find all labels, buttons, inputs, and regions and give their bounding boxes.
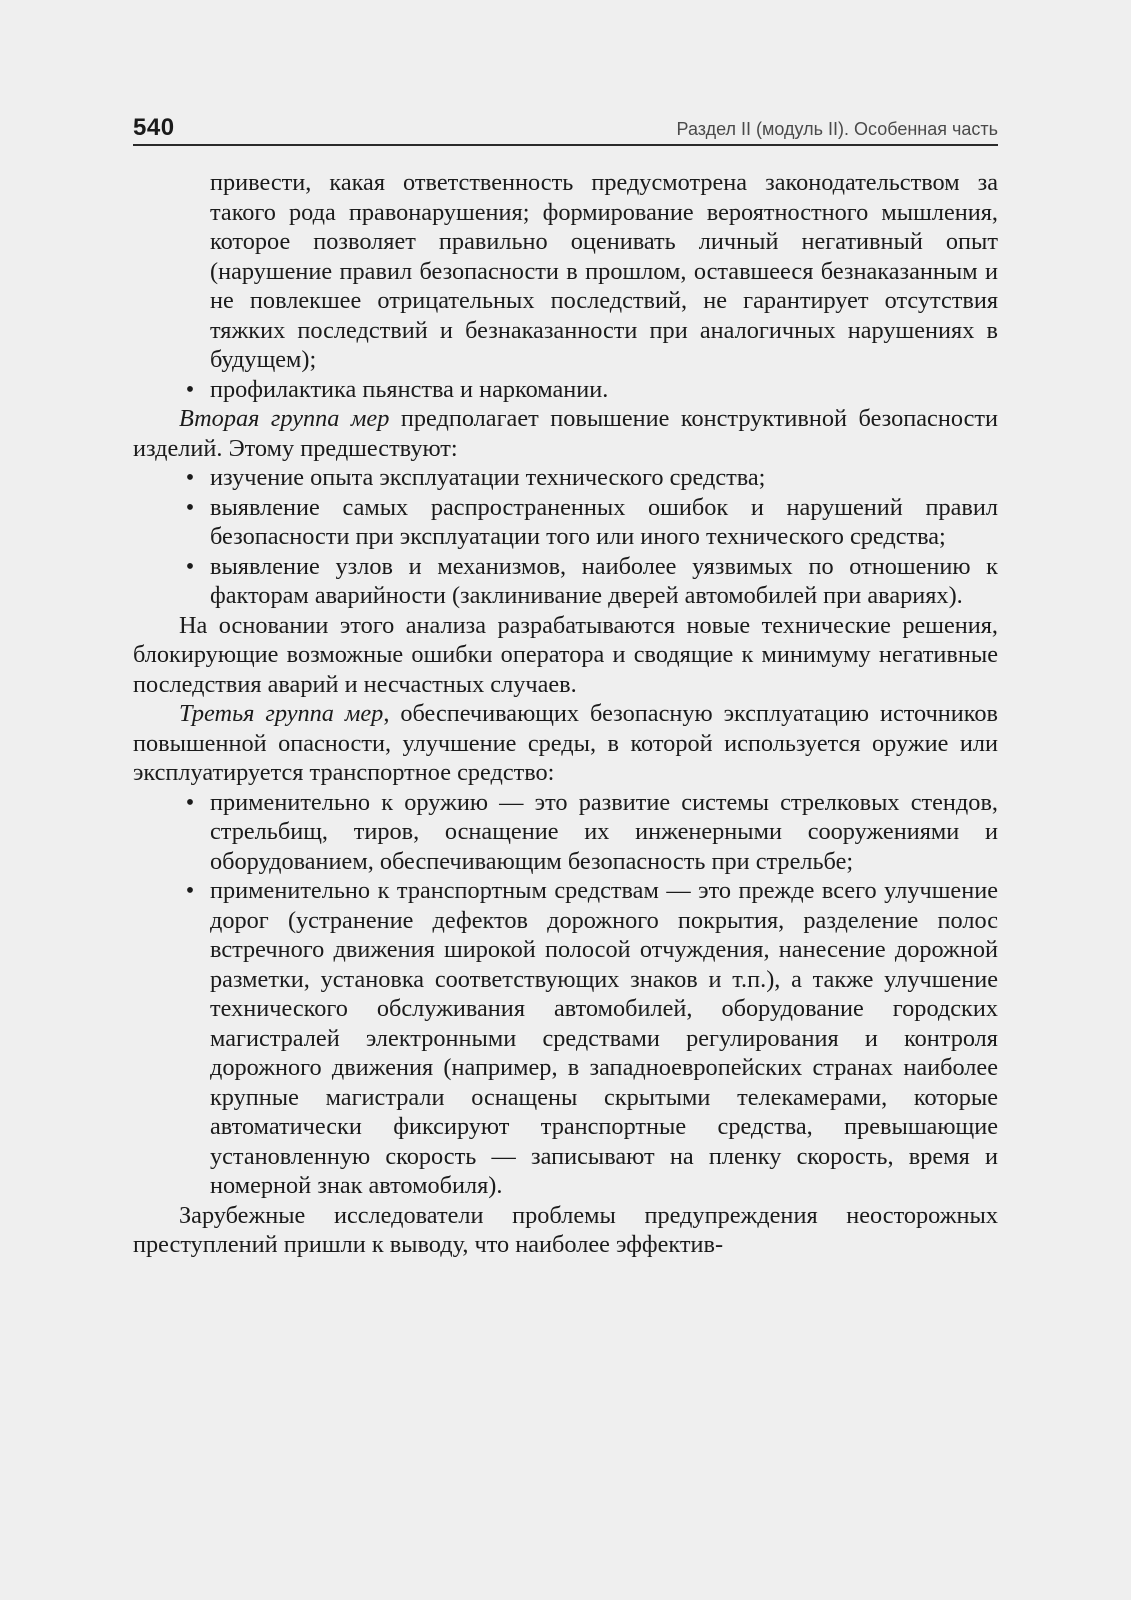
list-item-text: выявление узлов и механизмов, наиболее уязвимых по отношению к факторам аварийности (заклинивание дверей автомобилей при авариях). [210, 552, 998, 609]
bullet-icon: • [185, 493, 195, 521]
list-item [185, 375, 998, 405]
list-item-text: изучение опыта эксплуатации технического средства; [210, 464, 766, 491]
bullet-icon: • [185, 375, 195, 403]
page-header [133, 110, 998, 146]
list-item [185, 463, 998, 493]
page-number: 540 [133, 114, 175, 141]
paragraph-second-group [133, 404, 998, 463]
list-item-text: применительно к транспортным средствам — это прежде всего улучшение дорог (устранение дефектов дорожного покрытия, разделение полос встречного движения широкой полосой отчуждения, нанесение дорожной разметки, установка соответствующих знаков и т.п.), а также улучшение технического обслуживания автомобилей, оборудование городских магистралей электронными средствами регулирования и контроля дорожного движения (например, в западноевропейских странах наиболее крупные магистрали оснащены скрытыми телекамерами, которые автоматически фиксируют транспортные средства, превышающие установленную скорость — записывают на пленку скорость, время и номерной знак автомобиля). [210, 877, 998, 1199]
list-item-text: выявление самых распространенных ошибок и нарушений правил безопасности при эксплуатации того или иного технического средства; [210, 493, 998, 550]
bullet-icon: • [185, 552, 195, 580]
list-item [185, 876, 998, 1201]
list-item-text: профилактика пьянства и наркомании. [210, 375, 609, 403]
bullet-list-2 [133, 463, 998, 611]
bullet-icon: • [185, 877, 195, 904]
bullet-list-4 [133, 788, 998, 1201]
list-item-text: применительно к оружию — это развитие системы стрелковых стендов, стрельбищ, тиров, оснащение их инженерными сооружениями и оборудованием, обеспечивающим безопасность при стрельбе; [210, 788, 998, 875]
list-item [185, 788, 998, 877]
bullet-icon: • [185, 464, 195, 491]
paragraph-text: предполагает повышение конструктивной безопасности изделий. Этому предшествуют: [133, 405, 998, 462]
bullet-list-1 [133, 375, 998, 405]
bullet-icon: • [185, 788, 195, 816]
italic-lead: Вторая группа мер [179, 405, 390, 432]
list-item [185, 552, 998, 611]
page-body [133, 168, 998, 1260]
paragraph-third-group [133, 699, 998, 788]
running-head: Раздел II (модуль II). Особенная часть [676, 119, 998, 139]
paragraph-foreign-research: Зарубежные исследователи проблемы предупреждения неосторожных преступлений пришли к выводу, что наиболее эффектив- [133, 1201, 998, 1258]
paragraph-text: , обеспечивающих безопасную эксплуатацию источников повышенной опасности, улучшение среды, в которой используется оружие или эксплуатируется транспортное средство: [133, 700, 998, 786]
paragraph-analysis: На основании этого анализа разрабатываются новые технические решения, блокирующие возможные ошибки оператора и сводящие к минимуму негативные последствия аварий и несчастных случаев. [133, 611, 998, 698]
italic-lead: Третья группа мер [179, 700, 384, 727]
list-item [185, 493, 998, 552]
continuation-paragraph: привести, какая ответственность предусмотрена законодательством за такого рода правонарушения; формирование вероятностного мышления, которое позволяет правильно оценивать личный негативный опыт (нарушение правил безопасности в прошлом, оставшееся безнаказанным и не повлекшее отрицательных последствий, не гарантирует отсутствия тяжких последствий и безнаказанности при аналогичных нарушениях в будущем); [210, 169, 998, 373]
